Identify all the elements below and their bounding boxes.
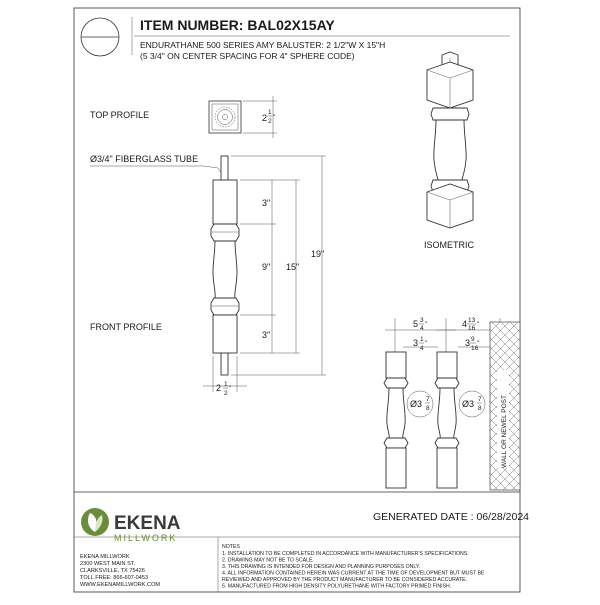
note-5: 5. MANUFACTURED FROM HIGH DENSITY POLYURETHANE WITH FACTORY PRIMED FINISH. bbox=[222, 583, 452, 590]
hatch-line bbox=[490, 176, 520, 206]
dim-top-block: 3" bbox=[262, 198, 271, 208]
hatch-line bbox=[490, 275, 520, 305]
front-width-den: 2 bbox=[224, 390, 228, 397]
sphere-right-num: 7 bbox=[478, 396, 482, 403]
hatch-line bbox=[490, 257, 520, 287]
hatch-line bbox=[490, 194, 520, 224]
gap-a-whole: 3 bbox=[413, 338, 419, 348]
hatch-line bbox=[490, 194, 520, 224]
hatch-line bbox=[490, 122, 520, 152]
spacing-baluster-left bbox=[384, 352, 408, 488]
tube-leader-end bbox=[204, 166, 222, 174]
hatch-line bbox=[490, 212, 520, 242]
spacing-b-whole: 4 bbox=[462, 319, 468, 329]
top-width-num: 1 bbox=[268, 109, 272, 116]
note-4: 4. ALL INFORMATION CONTAINED HEREIN WAS CURRENT AT THE TIME OF DEVELOPMENT BUT MUST BE bbox=[222, 570, 485, 577]
spacing-description: (5 3/4" ON CENTER SPACING FOR 4" SPHERE CODE) bbox=[140, 51, 355, 61]
hatch-line bbox=[490, 284, 520, 314]
sphere-left bbox=[407, 391, 433, 417]
gap-b-whole: 3 bbox=[465, 338, 471, 348]
spacing-b-num: 13 bbox=[468, 317, 476, 324]
company-phone: TOLL FREE: 866-607-0453 bbox=[80, 575, 149, 581]
logo-name: EKENA bbox=[114, 513, 181, 534]
note-3: 3. THIS DRAWING IS INTENDED FOR DESIGN AND PLANNING PURPOSES ONLY. bbox=[222, 564, 421, 570]
front-dimensions bbox=[231, 156, 326, 375]
note-4-cont: REVIEWED AND APPROVED BY THE PRODUCT MANUFACTURER TO BE CONSIDERED ACCURATE. bbox=[222, 577, 468, 583]
hatch-line bbox=[490, 284, 520, 314]
sphere-right-main: Ø3 bbox=[462, 399, 475, 409]
hatch-line bbox=[490, 176, 520, 206]
hatch-line bbox=[490, 131, 520, 161]
product-description: ENDURATHANE 500 SERIES AMY BALUSTER: 2 1/2"W X 15"H bbox=[140, 40, 386, 50]
dim-middle: 9" bbox=[262, 262, 271, 272]
hatch-line bbox=[490, 275, 520, 305]
hatch-line bbox=[490, 266, 520, 296]
sphere-right-den: 8 bbox=[478, 405, 482, 412]
front-width-whole: 2 bbox=[216, 383, 222, 393]
hatch-line bbox=[490, 185, 520, 215]
hatch-line bbox=[490, 203, 520, 233]
wall-post bbox=[490, 122, 520, 566]
company-name: EKENA MILLWORK bbox=[80, 554, 130, 560]
hatch-line bbox=[490, 158, 520, 188]
generated-date: GENERATED DATE : 06/28/2024 bbox=[373, 511, 530, 523]
hatch-line bbox=[490, 266, 520, 296]
dim-overall-height: 19" bbox=[311, 249, 325, 259]
notes bbox=[222, 544, 485, 590]
sphere-right bbox=[459, 391, 485, 417]
top-width-den: 2 bbox=[268, 118, 272, 125]
dim-bottom-block: 3" bbox=[262, 330, 271, 340]
hatch-line bbox=[490, 248, 520, 278]
company-city: CLARKSVILLE, TX 75426 bbox=[80, 568, 145, 574]
spacing-a-num: 3 bbox=[420, 317, 424, 324]
hatch-line bbox=[490, 131, 520, 161]
gap-a-num: 1 bbox=[420, 336, 424, 343]
spacing-a-whole: 5 bbox=[413, 319, 419, 329]
spacing-baluster-right bbox=[435, 352, 459, 488]
isometric-label: ISOMETRIC bbox=[424, 240, 475, 250]
front-width-num: 1 bbox=[224, 381, 228, 388]
hatch-line bbox=[490, 221, 520, 251]
company-street: 2300 WEST MAIN ST. bbox=[80, 561, 136, 567]
svg-text:": " bbox=[229, 385, 232, 392]
note-2: 2. DRAWING MAY NOT BE TO SCALE. bbox=[222, 557, 314, 564]
hatch-line bbox=[490, 140, 520, 170]
hatch-line bbox=[490, 536, 520, 566]
sphere-left-num: 7 bbox=[426, 396, 430, 403]
svg-text:": " bbox=[477, 340, 480, 347]
top-profile-label: TOP PROFILE bbox=[90, 110, 150, 120]
hatch-line bbox=[490, 239, 520, 269]
hatch-line bbox=[490, 185, 520, 215]
company-web: WWW.EKENAMILLWORK.COM bbox=[80, 582, 161, 588]
svg-text:": " bbox=[425, 340, 428, 347]
dim-body-height: 15" bbox=[286, 262, 300, 272]
gap-a-den: 4 bbox=[420, 345, 424, 352]
hatch-line bbox=[490, 293, 520, 323]
hatch-line bbox=[490, 158, 520, 188]
hatch-line bbox=[490, 140, 520, 170]
hatch-line bbox=[490, 230, 520, 260]
hatch-line bbox=[490, 203, 520, 233]
svg-text:": " bbox=[477, 321, 480, 328]
hatch-line bbox=[490, 167, 520, 197]
svg-text:": " bbox=[425, 321, 428, 328]
isometric-baluster bbox=[427, 52, 473, 228]
sphere-left-main: Ø3 bbox=[410, 399, 423, 409]
hatch-line bbox=[490, 230, 520, 260]
hatch-line bbox=[490, 527, 520, 557]
front-profile-label: FRONT PROFILE bbox=[90, 322, 162, 332]
hatch-line bbox=[490, 248, 520, 278]
note-1: 1. INSTALLATION TO BE COMPLETED IN ACCORDANCE WITH MANUFACTURER'S SPECIFICATIONS. bbox=[222, 551, 469, 557]
hatch-line bbox=[490, 149, 520, 179]
front-profile-baluster bbox=[211, 156, 239, 375]
hatch-line bbox=[490, 536, 520, 566]
gap-b-num: 9 bbox=[471, 336, 475, 343]
hatch-line bbox=[490, 149, 520, 179]
hatch-line bbox=[490, 221, 520, 251]
ekena-logo bbox=[81, 508, 181, 543]
top-width-dimension bbox=[243, 96, 277, 138]
hatch-line bbox=[490, 122, 520, 152]
company-info bbox=[80, 554, 160, 588]
svg-text:": " bbox=[273, 114, 276, 121]
item-number: ITEM NUMBER: BAL02X15AY bbox=[140, 17, 335, 33]
spacing-b-den: 16 bbox=[468, 325, 476, 332]
hatch-line bbox=[490, 212, 520, 242]
hatch-line bbox=[490, 167, 520, 197]
top-profile-drawing bbox=[209, 101, 241, 133]
wall-post-label: WALL OR NEWEL POST bbox=[501, 395, 508, 468]
hatch-line bbox=[490, 257, 520, 287]
spacing-a-den: 4 bbox=[420, 325, 424, 332]
header-logo-circle bbox=[81, 18, 119, 56]
hatch-line bbox=[490, 293, 520, 323]
top-width-whole: 2 bbox=[262, 113, 268, 123]
hatch-line bbox=[490, 527, 520, 557]
notes-heading: NOTES bbox=[222, 544, 240, 550]
sphere-left-den: 8 bbox=[426, 405, 430, 412]
logo-sub: MILLWORK bbox=[114, 533, 178, 543]
fiberglass-tube-label: Ø3/4" FIBERGLASS TUBE bbox=[90, 154, 199, 164]
gap-b-den: 16 bbox=[471, 345, 479, 352]
hatch-line bbox=[490, 239, 520, 269]
